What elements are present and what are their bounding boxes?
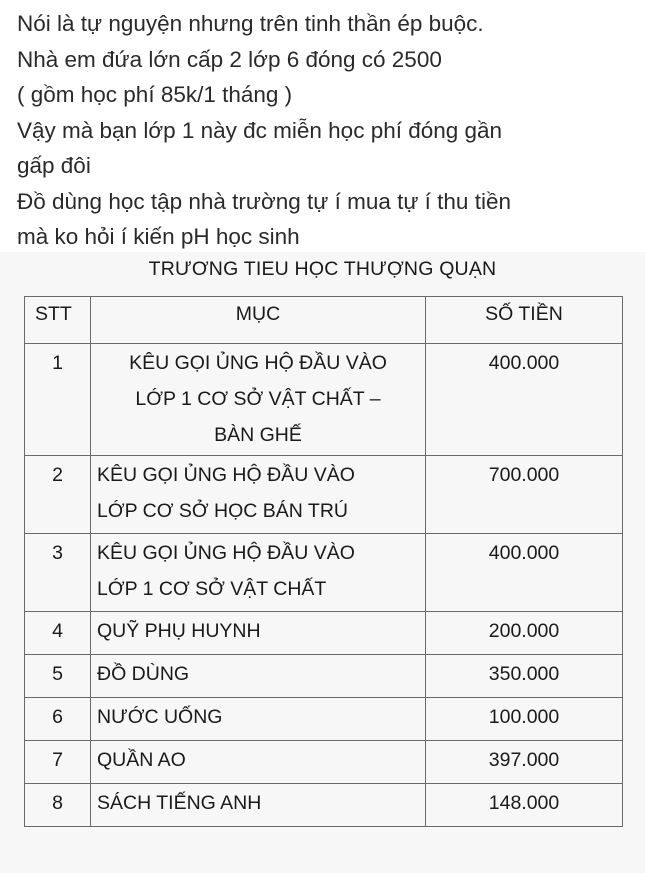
table-row [25,698,623,741]
post-text-line: Nhà em đứa lớn cấp 2 lớp 6 đóng có 2500 [17,46,442,72]
row-item-line: NƯỚC UỐNG [97,706,223,728]
row-item-line: LỚP 1 CƠ SỞ VẬT CHẤT – [135,388,381,410]
row-item [91,741,426,784]
table-row [25,612,623,655]
post-text-line: Nói là tự nguyện nhưng trên tinh thần ép buộc. [17,11,484,36]
row-item-line: KÊU GỌI ỦNG HỘ ĐẦU VÀO [129,352,387,374]
table-header-row [25,297,623,344]
row-amount: 200.000 [426,612,623,655]
header-stt: STT [25,297,91,344]
row-item-line: KÊU GỌI ỦNG HỘ ĐẦU VÀO [97,542,355,564]
row-amount: 148.000 [426,784,623,827]
post-text-line: gấp đôi [17,153,91,178]
table-row [25,456,623,534]
fees-table [24,296,623,827]
header-amount: SỐ TIỀN [426,297,623,344]
table-row [25,741,623,784]
row-stt: 7 [25,741,91,784]
document-photo[interactable] [0,252,645,873]
row-item-line: QUỸ PHỤ HUYNH [97,620,261,642]
row-item [91,612,426,655]
row-item [91,698,426,741]
row-item [91,344,426,456]
row-amount: 100.000 [426,698,623,741]
row-amount: 400.000 [426,534,623,612]
row-item-line: KÊU GỌI ỦNG HỘ ĐẦU VÀO [97,464,355,486]
row-amount: 350.000 [426,655,623,698]
row-item-line: ĐỒ DÙNG [97,663,190,685]
row-amount: 700.000 [426,456,623,534]
table-row [25,784,623,827]
row-item-line: BÀN GHẾ [214,424,302,446]
row-item-line: QUẦN AO [97,749,186,771]
row-stt: 3 [25,534,91,612]
row-stt: 1 [25,344,91,456]
table-row [25,534,623,612]
row-stt: 6 [25,698,91,741]
post-text [17,6,637,255]
row-item [91,784,426,827]
row-item-line: SÁCH TIẾNG ANH [97,792,262,814]
row-item-line: LỚP CƠ SỞ HỌC BÁN TRÚ [97,500,348,522]
post-text-line: mà ko hỏi í kiến pH học sinh [17,224,300,249]
row-amount: 397.000 [426,741,623,784]
row-amount: 400.000 [426,344,623,456]
row-stt: 8 [25,784,91,827]
row-stt: 4 [25,612,91,655]
row-item [91,534,426,612]
row-item [91,655,426,698]
table-row [25,655,623,698]
school-name: TRƯƠNG TIEU HỌC THƯỢNG QUẠN [148,258,497,280]
row-item [91,456,426,534]
table-row [25,344,623,456]
post-text-line: Đồ dùng học tập nhà trường tự í mua tự í thu tiền [17,188,511,214]
header-item: MỤC [91,297,426,344]
post-text-line: ( gồm học phí 85k/1 tháng ) [17,82,293,107]
row-stt: 5 [25,655,91,698]
row-stt: 2 [25,456,91,534]
post-text-line: Vậy mà bạn lớp 1 này đc miễn học phí đóng gần [17,117,503,143]
row-item-line: LỚP 1 CƠ SỞ VẬT CHẤT [97,578,327,600]
